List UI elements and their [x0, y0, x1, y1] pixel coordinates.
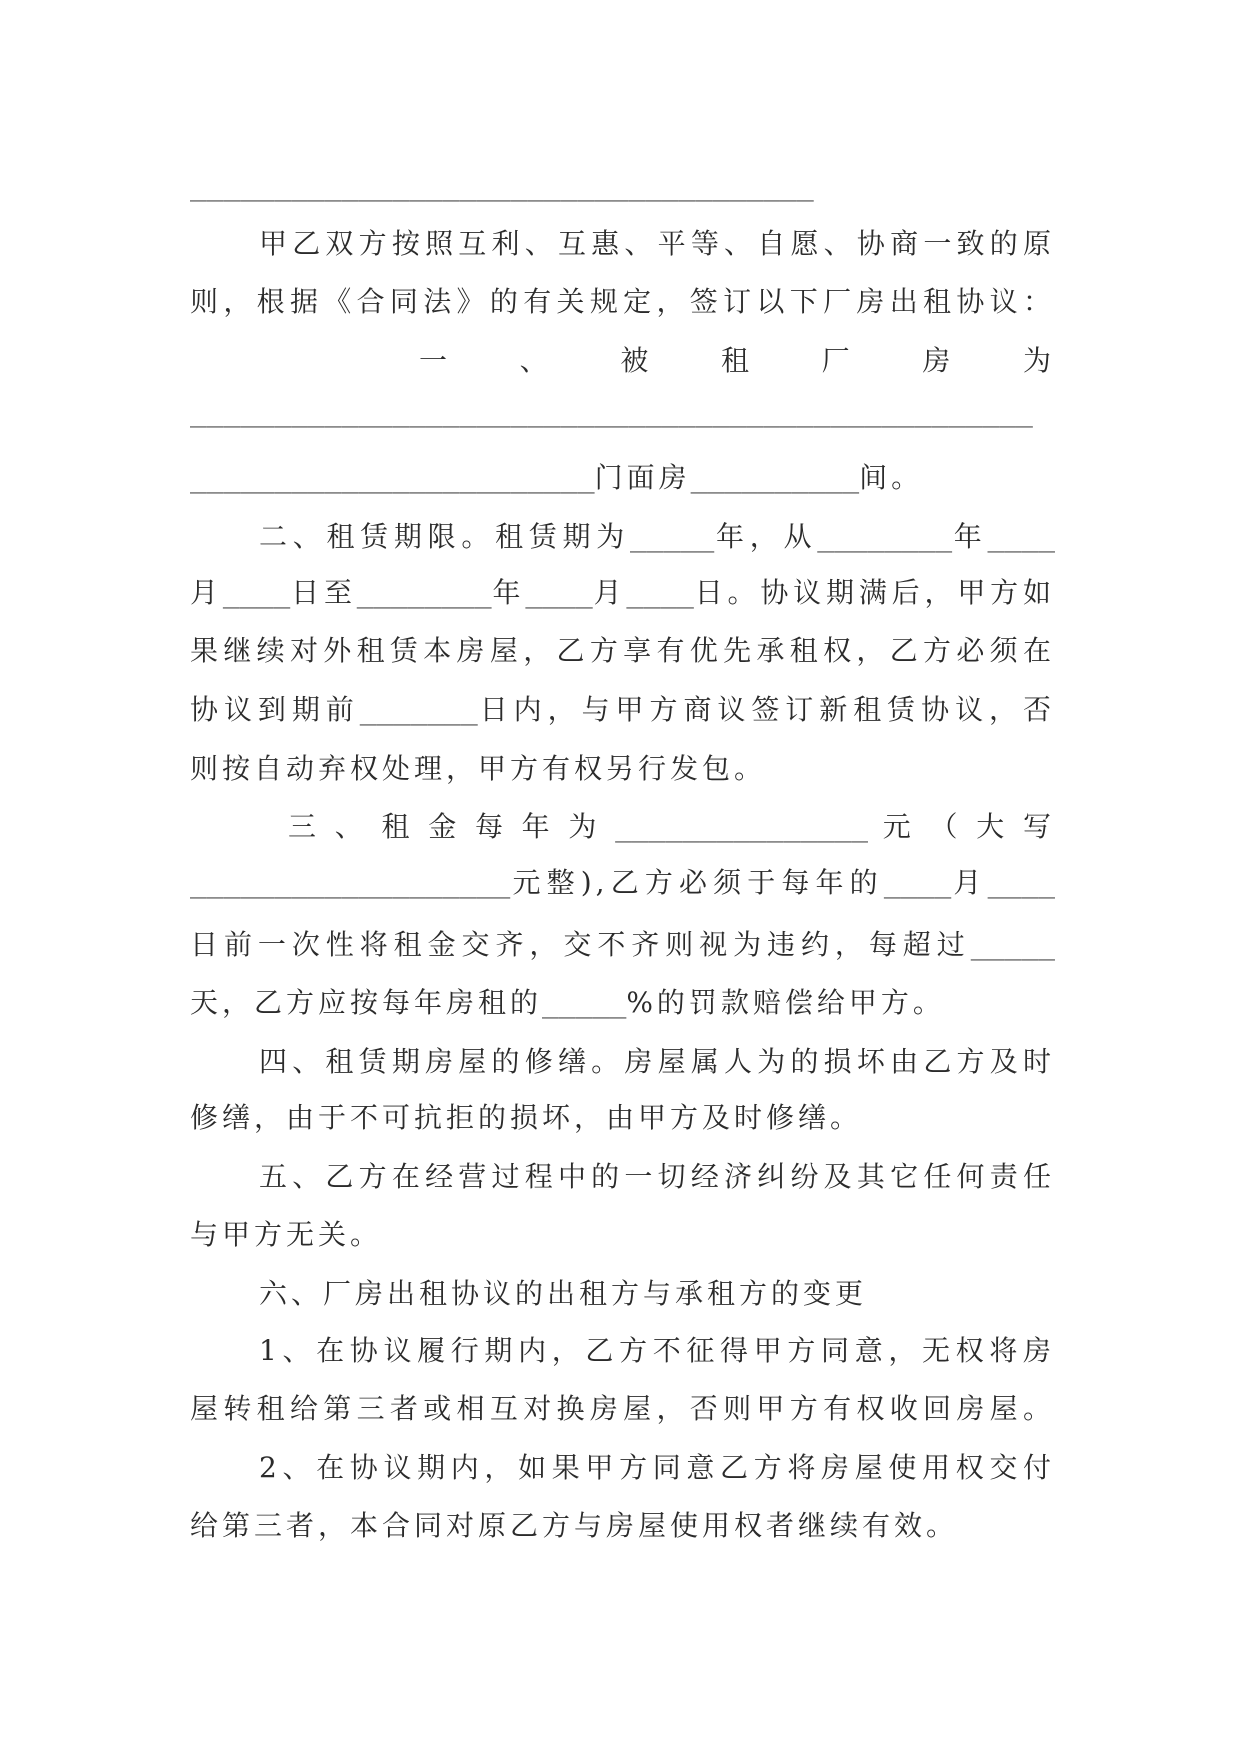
text-line: 与甲方无关。 — [190, 1218, 383, 1251]
blank-line — [190, 164, 1055, 208]
text-line: ________________________门面房__________间。 — [190, 461, 924, 494]
text-line: 给第三者，本合同对原乙方与房屋使用权者继续有效。 — [190, 1509, 959, 1542]
fill-in-blank: __________________________________________________ — [190, 395, 1033, 428]
clause-heading-line: 四、租赁期房屋的修缮。房屋属人为的损坏由乙方及时 — [259, 1045, 1055, 1078]
fill-in-blank: ____ — [525, 576, 593, 609]
fill-in-blank: _____________________________________ — [190, 169, 814, 202]
text-line: 则，根据《合同法》的有关规定，签订以下厂房出租协议： — [190, 285, 1055, 318]
fill-in-blank: __________ — [690, 461, 860, 494]
text-line: 甲乙双方按照互利、互惠、平等、自愿、协商一致的原 — [259, 227, 1055, 260]
clause-heading-line: 三、租金每年为_______________元（大写 — [288, 810, 1055, 843]
fill-in-blank: _______________ — [615, 810, 869, 843]
text-line: 月____日至________年____月____日。协议期满后，甲方如 — [190, 576, 1055, 609]
blank-line — [190, 390, 1055, 434]
text-line: 则按自动弃权处理，甲方有权另行发包。 — [190, 752, 767, 785]
fill-in-blank: ____ — [987, 866, 1055, 899]
fill-in-blank: ___________________ — [190, 866, 511, 899]
clause-heading-line: 二、租赁期限。租赁期为_____年，从________年____ — [259, 520, 1055, 553]
fill-in-blank: ____ — [987, 520, 1055, 553]
clause-heading-line: 五、乙方在经营过程中的一切经济纠纷及其它任何责任 — [259, 1160, 1055, 1193]
fill-in-blank: _______ — [359, 693, 478, 726]
fill-in-blank: ________ — [817, 520, 953, 553]
sub-clause-line: 2、在协议期内，如果甲方同意乙方将房屋使用权交付 — [259, 1451, 1055, 1484]
fill-in-blank: ________________________ — [190, 461, 595, 494]
fill-in-blank: _____ — [542, 986, 627, 1019]
clause-heading-line: 一、被租厂房为 — [419, 344, 1055, 377]
fill-in-blank: ________ — [356, 576, 492, 609]
text-line: 日前一次性将租金交齐，交不齐则视为违约，每超过_____ — [190, 928, 1055, 961]
clause-heading-line: 六、厂房出租协议的出租方与承租方的变更 — [259, 1277, 868, 1310]
text-line: 修缮，由于不可抗拒的损坏，由甲方及时修缮。 — [190, 1101, 863, 1134]
fill-in-blank: _____ — [630, 520, 715, 553]
fill-in-blank: _____ — [970, 928, 1055, 961]
text-line: 协议到期前_______日内，与甲方商议签订新租赁协议，否 — [190, 693, 1055, 726]
fill-in-blank: ____ — [883, 866, 952, 899]
text-line: 果继续对外租赁本房屋，乙方享有优先承租权，乙方必须在 — [190, 634, 1055, 667]
sub-clause-line: 1、在协议履行期内，乙方不征得甲方同意，无权将房 — [259, 1334, 1055, 1367]
text-line: 天，乙方应按每年房租的_____%的罚款赔偿给甲方。 — [190, 986, 945, 1019]
text-line: ___________________元整),乙方必须于每年的____月____ — [190, 866, 1055, 899]
fill-in-blank: ____ — [222, 576, 291, 609]
fill-in-blank: ____ — [626, 576, 694, 609]
text-line: 屋转租给第三者或相互对换房屋，否则甲方有权收回房屋。 — [190, 1392, 1055, 1425]
